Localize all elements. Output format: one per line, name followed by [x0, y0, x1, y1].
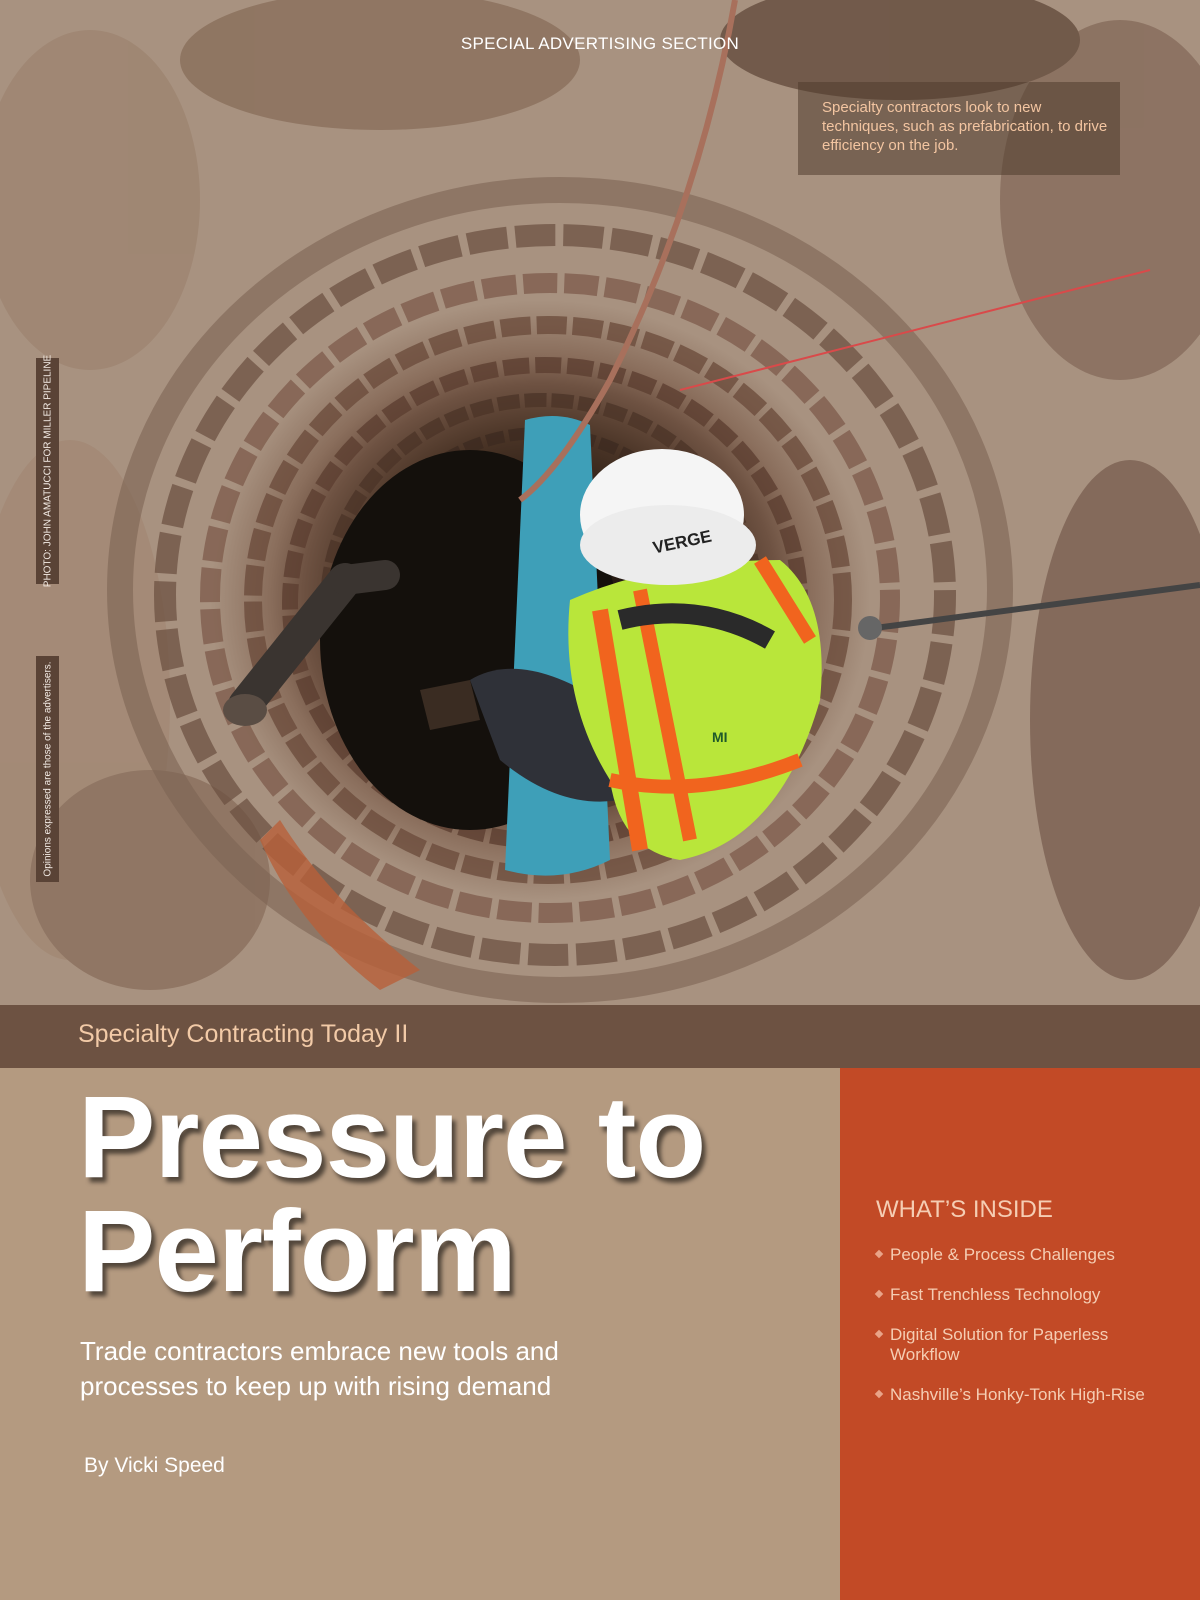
diamond-bullet-icon [875, 1330, 883, 1338]
headline: Pressure to Perform [78, 1072, 706, 1316]
helmet-logo: VERGE [651, 526, 714, 558]
diamond-bullet-icon [875, 1390, 883, 1398]
list-item[interactable] [876, 1285, 1176, 1305]
vest-text: MI [712, 729, 728, 745]
disclaimer-text: Opinions expressed are those of the advertisers. [42, 661, 53, 877]
section-label: SPECIAL ADVERTISING SECTION [460, 34, 740, 53]
series-title: Specialty Contracting Today II [78, 1020, 409, 1048]
list-item-label: People & Process Challenges [890, 1245, 1115, 1264]
byline: By Vicki Speed [84, 1454, 225, 1477]
disclaimer-label [36, 656, 59, 882]
list-item[interactable] [876, 1385, 1176, 1405]
subheadline: Trade contractors embrace new tools and processes to keep up with rising demand [80, 1336, 559, 1401]
list-item[interactable] [876, 1245, 1176, 1265]
photo-caption: Specialty contractors look to new techniques, such as prefabrication, to drive efficiency on the job. [822, 99, 1108, 154]
cable-clip [858, 616, 882, 640]
list-item[interactable] [876, 1325, 1176, 1365]
diamond-bullet-icon [875, 1250, 883, 1258]
whats-inside-title: WHAT’S INSIDE [876, 1196, 1053, 1223]
photo-credit-text: PHOTO: JOHN AMATUCCI FOR MILLER PIPELINE [42, 354, 53, 588]
whats-inside-list [876, 1245, 1176, 1425]
list-item-label: Digital Solution for Paperless Workflow [890, 1325, 1109, 1364]
photo-credit-label [36, 354, 59, 588]
list-item-label: Fast Trenchless Technology [890, 1285, 1101, 1304]
diamond-bullet-icon [875, 1290, 883, 1298]
list-item-label: Nashville’s Honky-Tonk High-Rise [890, 1385, 1145, 1404]
